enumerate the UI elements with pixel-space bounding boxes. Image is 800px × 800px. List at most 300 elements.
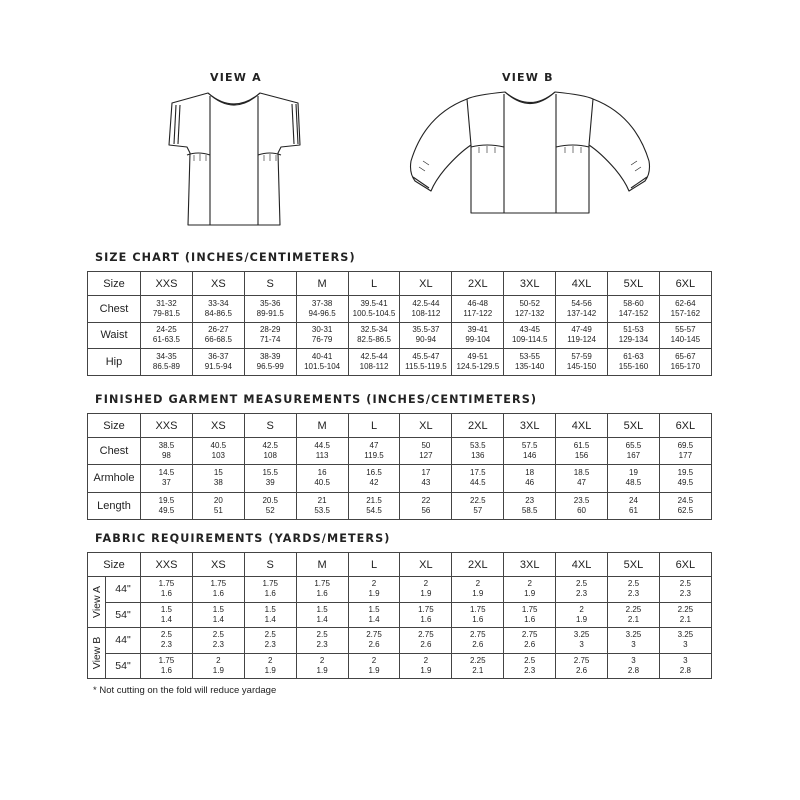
- metric-value: 43: [421, 478, 431, 488]
- metric-value: 1.9: [212, 665, 224, 675]
- metric-value: 49.5: [158, 505, 175, 515]
- imperial-value: 57.5: [521, 441, 538, 451]
- fabric-view-b-44-xs: [192, 628, 244, 654]
- finished-armhole-6xl: [659, 465, 711, 492]
- finished-armhole-4xl: [556, 465, 608, 492]
- imperial-value: 2.5: [524, 655, 536, 665]
- metric-value: 48.5: [625, 478, 642, 488]
- finished-armhole-xs: [192, 465, 244, 492]
- size_chart-hip-5xl: [608, 349, 660, 376]
- fabric-header-label: Size: [88, 553, 141, 577]
- size_chart-waist-5xl: [608, 322, 660, 349]
- metric-value: 61-63.5: [152, 335, 181, 345]
- imperial-value: 23.5: [573, 495, 590, 505]
- size_chart-chest-xl: [400, 296, 452, 323]
- imperial-value: 2.75: [573, 655, 590, 665]
- metric-value: 2.6: [472, 640, 484, 650]
- size_chart-hip-xl: [400, 349, 452, 376]
- imperial-value: 20: [213, 495, 223, 505]
- metric-value: 177: [678, 451, 693, 461]
- fabric-row-view-a-54: [88, 602, 712, 628]
- imperial-value: 1.5: [368, 604, 380, 614]
- metric-value: 94-96.5: [308, 308, 336, 318]
- fabric-view-a-54-2xl: [452, 602, 504, 628]
- imperial-value: 2.75: [366, 630, 382, 640]
- size_chart-size-4xl: 4XL: [556, 272, 608, 296]
- imperial-value: 47: [369, 441, 379, 451]
- fabric-view-a-44-s: [244, 577, 296, 603]
- finished-armhole-3xl: [504, 465, 556, 492]
- size-header-label: Size: [88, 272, 141, 296]
- finished-row-armhole: [88, 465, 712, 492]
- size_chart-hip-m: [296, 349, 348, 376]
- finished-chest-s: [244, 438, 296, 465]
- imperial-value: 58-60: [623, 298, 644, 308]
- size_chart-size-xxs: XXS: [141, 272, 193, 296]
- finished-size-l: L: [348, 414, 400, 438]
- metric-value: 2.3: [679, 589, 691, 599]
- imperial-value: 19.5: [677, 468, 694, 478]
- finished-chest-3xl: [504, 438, 556, 465]
- imperial-value: 37-38: [311, 298, 333, 308]
- metric-value: 2.6: [368, 640, 380, 650]
- fabric-row-view-b-44: [88, 628, 712, 654]
- size_chart-chest-6xl: [659, 296, 711, 323]
- size_chart-chest-3xl: [504, 296, 556, 323]
- metric-value: 98: [161, 451, 171, 461]
- metric-value: 96.5-99: [256, 361, 284, 371]
- fabric-size-xs: XS: [192, 553, 244, 577]
- fabric-view-b-44-6xl: [659, 628, 711, 654]
- imperial-value: 69.5: [677, 441, 694, 451]
- imperial-value: 21: [317, 495, 327, 505]
- size_chart-hip-4xl: [556, 349, 608, 376]
- size_chart-waist-xs: [192, 322, 244, 349]
- metric-value: 2.3: [212, 640, 224, 650]
- metric-value: 62.5: [677, 505, 694, 515]
- fabric-view-a-54-xs: [192, 602, 244, 628]
- metric-value: 46: [525, 478, 535, 488]
- size_chart-waist-l: [348, 322, 400, 349]
- metric-value: 117-122: [463, 308, 493, 318]
- size_chart-waist-s: [244, 322, 296, 349]
- imperial-value: 16: [317, 468, 327, 478]
- size-chart-table: [87, 271, 712, 376]
- metric-value: 101.5-104: [304, 361, 341, 371]
- size_chart-hip-xs: [192, 349, 244, 376]
- finished-chest-xs: [192, 438, 244, 465]
- finished-size-3xl: 3XL: [504, 414, 556, 438]
- imperial-value: 32.5-34: [360, 325, 388, 335]
- metric-value: 2.1: [472, 665, 484, 675]
- size_chart-size-xl: XL: [400, 272, 452, 296]
- imperial-value: 2: [579, 604, 584, 614]
- finished-chest-4xl: [556, 438, 608, 465]
- fabric-view-a-54-xxs: [141, 602, 193, 628]
- metric-value: 1.4: [316, 614, 328, 624]
- imperial-value: 2.25: [677, 604, 694, 614]
- metric-value: 1.4: [264, 614, 276, 624]
- imperial-value: 20.5: [262, 495, 279, 505]
- imperial-value: 40-41: [311, 351, 333, 361]
- fabric-view-a-44-5xl: [608, 577, 660, 603]
- metric-value: 1.9: [368, 665, 380, 675]
- metric-value: 1.9: [420, 589, 432, 599]
- imperial-value: 1.75: [158, 655, 175, 665]
- metric-value: 52: [265, 505, 275, 515]
- imperial-value: 36-37: [208, 351, 229, 361]
- view-a-label: VIEW A: [210, 71, 262, 84]
- finished-size-xxs: XXS: [141, 414, 193, 438]
- imperial-value: 2: [319, 655, 325, 665]
- imperial-value: 1.75: [314, 579, 330, 589]
- fabric-size-3xl: 3XL: [504, 553, 556, 577]
- finished-chest-6xl: [659, 438, 711, 465]
- fabric-requirements-title: FABRIC REQUIREMENTS (YARDS/METERS): [95, 532, 391, 545]
- fabric-size-m: M: [296, 553, 348, 577]
- imperial-value: 30-31: [311, 325, 333, 335]
- metric-value: 147-152: [618, 308, 649, 318]
- metric-value: 127-132: [515, 308, 545, 318]
- size_chart-size-3xl: 3XL: [504, 272, 556, 296]
- imperial-value: 65-67: [675, 351, 696, 361]
- metric-value: 1.4: [212, 614, 224, 624]
- metric-value: 1.6: [212, 589, 224, 599]
- fabric-size-xxs: XXS: [141, 553, 193, 577]
- metric-value: 124.5-129.5: [456, 361, 500, 371]
- size_chart-row-label: Chest: [88, 296, 141, 323]
- fabric-size-xl: XL: [400, 553, 452, 577]
- fabric-width-label: 44": [106, 628, 141, 654]
- imperial-value: 61-63: [623, 351, 644, 361]
- fabric-view-b-44-xl: [400, 628, 452, 654]
- metric-value: 1.9: [316, 665, 328, 675]
- metric-value: 155-160: [618, 361, 649, 371]
- metric-value: 60: [577, 505, 587, 515]
- imperial-value: 19: [629, 468, 638, 478]
- imperial-value: 65.5: [625, 441, 642, 451]
- imperial-value: 49-51: [467, 351, 489, 361]
- size_chart-row-waist: [88, 322, 712, 349]
- imperial-value: 50: [421, 441, 431, 451]
- fabric-view-label-cell: [88, 628, 106, 679]
- metric-value: 49.5: [677, 478, 694, 488]
- metric-value: 140-145: [670, 335, 701, 345]
- metric-value: 108-112: [411, 308, 441, 318]
- fabric-view-a-44-4xl: [556, 577, 608, 603]
- view-b-garment-illustration: [405, 85, 655, 220]
- metric-value: 2.6: [576, 665, 588, 675]
- imperial-value: 2.75: [418, 630, 434, 640]
- imperial-value: 47-49: [571, 325, 592, 335]
- metric-value: 39: [265, 478, 275, 488]
- size_chart-chest-2xl: [452, 296, 504, 323]
- metric-value: 1.6: [160, 665, 172, 675]
- imperial-value: 44.5: [314, 441, 330, 451]
- metric-value: 53.5: [314, 505, 330, 515]
- metric-value: 38: [213, 478, 223, 488]
- size_chart-row-label: Hip: [88, 349, 141, 376]
- metric-value: 61: [629, 505, 638, 515]
- imperial-value: 2.5: [316, 630, 328, 640]
- fabric-view-a-54-m: [296, 602, 348, 628]
- imperial-value: 2: [423, 579, 429, 589]
- imperial-value: 1.5: [316, 604, 328, 614]
- imperial-value: 53-55: [519, 351, 540, 361]
- size_chart-waist-3xl: [504, 322, 556, 349]
- size_chart-chest-xxs: [141, 296, 193, 323]
- size_chart-chest-5xl: [608, 296, 660, 323]
- imperial-value: 22.5: [470, 495, 486, 505]
- size-chart-title: SIZE CHART (INCHES/CENTIMETERS): [95, 251, 356, 264]
- imperial-value: 2: [371, 579, 377, 589]
- metric-value: 2.3: [316, 640, 328, 650]
- imperial-value: 2.5: [212, 630, 224, 640]
- fabric-view-b-54-m: [296, 653, 348, 679]
- fabric-header-row: [88, 553, 712, 577]
- imperial-value: 45.5-47: [412, 351, 440, 361]
- imperial-value: 33-34: [208, 298, 229, 308]
- view-b-label: VIEW B: [502, 71, 554, 84]
- size_chart-row-label: Waist: [88, 322, 141, 349]
- imperial-value: 23: [525, 495, 535, 505]
- metric-value: 79-81.5: [152, 308, 181, 318]
- imperial-value: 38.5: [158, 441, 175, 451]
- metric-value: 91.5-94: [204, 361, 232, 371]
- imperial-value: 1.75: [262, 579, 279, 589]
- fabric-view-a-54-6xl: [659, 602, 711, 628]
- fabric-view-a-54-l: [348, 602, 400, 628]
- finished-length-6xl: [659, 492, 711, 519]
- imperial-value: 3.25: [625, 630, 642, 640]
- imperial-value: 1.75: [470, 604, 486, 614]
- imperial-value: 42.5-44: [360, 351, 388, 361]
- finished-chest-2xl: [452, 438, 504, 465]
- imperial-value: 2.5: [576, 579, 588, 589]
- imperial-value: 51-53: [623, 325, 644, 335]
- fabric-size-l: L: [348, 553, 400, 577]
- imperial-value: 3.25: [677, 630, 694, 640]
- metric-value: 108-112: [359, 361, 389, 371]
- metric-value: 40.5: [314, 478, 330, 488]
- fabric-view-a-44-xl: [400, 577, 452, 603]
- imperial-value: 1.75: [418, 604, 434, 614]
- imperial-value: 24: [629, 495, 638, 505]
- fabric-size-4xl: 4XL: [556, 553, 608, 577]
- fabric-view-b-54-6xl: [659, 653, 711, 679]
- metric-value: 56: [421, 505, 431, 515]
- imperial-value: 17.5: [470, 468, 486, 478]
- imperial-value: 1.75: [521, 604, 538, 614]
- imperial-value: 2: [268, 655, 273, 665]
- metric-value: 156: [574, 451, 589, 461]
- metric-value: 82.5-86.5: [357, 335, 391, 345]
- finished-chest-xl: [400, 438, 452, 465]
- size_chart-hip-xxs: [141, 349, 193, 376]
- finished-size-2xl: 2XL: [452, 414, 504, 438]
- fabric-width-label: 44": [106, 577, 141, 603]
- imperial-value: 15.5: [262, 468, 279, 478]
- imperial-value: 35-36: [259, 298, 281, 308]
- metric-value: 1.9: [576, 614, 588, 624]
- metric-value: 66-68.5: [204, 335, 232, 345]
- finished-row-label: Length: [88, 492, 141, 519]
- fabric-row-view-b-54: [88, 653, 712, 679]
- fabric-view-b-54-xs: [192, 653, 244, 679]
- size_chart-size-6xl: 6XL: [659, 272, 711, 296]
- imperial-value: 17: [421, 468, 431, 478]
- metric-value: 157-162: [670, 308, 701, 318]
- size_chart-size-l: L: [348, 272, 400, 296]
- finished-length-l: [348, 492, 400, 519]
- metric-value: 2.1: [627, 614, 640, 624]
- size_chart-hip-2xl: [452, 349, 504, 376]
- size_chart-row-hip: [88, 349, 712, 376]
- metric-value: 2.3: [524, 665, 536, 675]
- imperial-value: 42.5: [262, 441, 279, 451]
- finished-row-label: Armhole: [88, 465, 141, 492]
- size_chart-size-2xl: 2XL: [452, 272, 504, 296]
- metric-value: 3: [631, 640, 636, 650]
- metric-value: 54.5: [366, 505, 382, 515]
- finished-length-xxs: [141, 492, 193, 519]
- fabric-view-b-54-l: [348, 653, 400, 679]
- finished-length-xl: [400, 492, 452, 519]
- imperial-value: 57-59: [571, 351, 592, 361]
- imperial-value: 21.5: [366, 495, 382, 505]
- metric-value: 165-170: [670, 361, 701, 371]
- imperial-value: 1.75: [158, 579, 175, 589]
- metric-value: 86.5-89: [152, 361, 181, 371]
- metric-value: 71-74: [259, 335, 281, 345]
- imperial-value: 3: [683, 655, 688, 665]
- imperial-value: 26-27: [208, 325, 229, 335]
- finished-length-5xl: [608, 492, 660, 519]
- imperial-value: 2.75: [521, 630, 538, 640]
- finished-row-label: Chest: [88, 438, 141, 465]
- fabric-view-b-44-s: [244, 628, 296, 654]
- imperial-value: 24.5: [677, 495, 694, 505]
- fabric-view-b-54-s: [244, 653, 296, 679]
- imperial-value: 14.5: [158, 468, 175, 478]
- metric-value: 103: [211, 451, 226, 461]
- imperial-value: 54-56: [571, 298, 592, 308]
- metric-value: 3: [579, 640, 584, 650]
- size_chart-hip-6xl: [659, 349, 711, 376]
- imperial-value: 28-29: [259, 325, 281, 335]
- fabric-view-label: View B: [90, 636, 103, 670]
- metric-value: 136: [471, 451, 485, 461]
- size_chart-chest-l: [348, 296, 400, 323]
- imperial-value: 16.5: [366, 468, 382, 478]
- metric-value: 44.5: [470, 478, 486, 488]
- finished-armhole-5xl: [608, 465, 660, 492]
- size_chart-hip-l: [348, 349, 400, 376]
- size_chart-size-s: S: [244, 272, 296, 296]
- size_chart-chest-xs: [192, 296, 244, 323]
- metric-value: 42: [369, 478, 379, 488]
- finished-length-2xl: [452, 492, 504, 519]
- finished-length-3xl: [504, 492, 556, 519]
- finished-row-chest: [88, 438, 712, 465]
- imperial-value: 2: [475, 579, 481, 589]
- finished-chest-5xl: [608, 438, 660, 465]
- fabric-size-6xl: 6XL: [659, 553, 711, 577]
- metric-value: 1.6: [264, 589, 276, 599]
- fabric-view-label: View A: [90, 586, 103, 618]
- metric-value: 1.6: [316, 589, 328, 599]
- finished-length-4xl: [556, 492, 608, 519]
- imperial-value: 2.5: [627, 579, 640, 589]
- imperial-value: 3: [631, 655, 636, 665]
- size_chart-size-m: M: [296, 272, 348, 296]
- fabric-view-b-44-2xl: [452, 628, 504, 654]
- fabric-view-b-44-l: [348, 628, 400, 654]
- imperial-value: 3.25: [573, 630, 590, 640]
- fabric-view-a-44-6xl: [659, 577, 711, 603]
- size_chart-row-chest: [88, 296, 712, 323]
- metric-value: 84-86.5: [204, 308, 232, 318]
- metric-value: 167: [626, 451, 641, 461]
- metric-value: 99-104: [465, 335, 491, 345]
- metric-value: 2.3: [627, 589, 640, 599]
- fabric-view-b-44-4xl: [556, 628, 608, 654]
- finished-size-5xl: 5XL: [608, 414, 660, 438]
- size_chart-hip-s: [244, 349, 296, 376]
- size_chart-waist-xl: [400, 322, 452, 349]
- size_chart-waist-2xl: [452, 322, 504, 349]
- imperial-value: 24-25: [156, 325, 177, 335]
- metric-value: 119.5: [364, 451, 384, 461]
- finished-size-m: M: [296, 414, 348, 438]
- metric-value: 119-124: [567, 335, 596, 345]
- metric-value: 127: [419, 451, 433, 461]
- fabric-view-a-54-3xl: [504, 602, 556, 628]
- fabric-view-a-44-l: [348, 577, 400, 603]
- imperial-value: 1.5: [264, 604, 276, 614]
- metric-value: 89-91.5: [256, 308, 284, 318]
- metric-value: 3: [683, 640, 688, 650]
- metric-value: 2.6: [524, 640, 536, 650]
- metric-value: 135-140: [515, 361, 545, 371]
- imperial-value: 15: [213, 468, 223, 478]
- finished-armhole-m: [296, 465, 348, 492]
- metric-value: 137-142: [566, 308, 597, 318]
- metric-value: 1.9: [264, 665, 276, 675]
- size_chart-size-5xl: 5XL: [608, 272, 660, 296]
- finished-length-s: [244, 492, 296, 519]
- fabric-size-2xl: 2XL: [452, 553, 504, 577]
- fabric-view-a-54-5xl: [608, 602, 660, 628]
- metric-value: 2.3: [576, 589, 588, 599]
- fabric-size-5xl: 5XL: [608, 553, 660, 577]
- fabric-requirements-table: [87, 552, 712, 679]
- imperial-value: 2: [216, 655, 221, 665]
- imperial-value: 38-39: [259, 351, 281, 361]
- fabric-view-b-54-xxs: [141, 653, 193, 679]
- metric-value: 2.1: [679, 614, 691, 624]
- fabric-view-b-54-xl: [400, 653, 452, 679]
- imperial-value: 2.5: [264, 630, 276, 640]
- metric-value: 2.3: [160, 640, 172, 650]
- imperial-value: 39.5-41: [360, 298, 388, 308]
- imperial-value: 18: [525, 468, 535, 478]
- finished-size-xs: XS: [192, 414, 244, 438]
- finished-armhole-l: [348, 465, 400, 492]
- metric-value: 100.5-104.5: [352, 308, 396, 318]
- metric-value: 2.8: [627, 665, 640, 675]
- imperial-value: 2: [527, 579, 532, 589]
